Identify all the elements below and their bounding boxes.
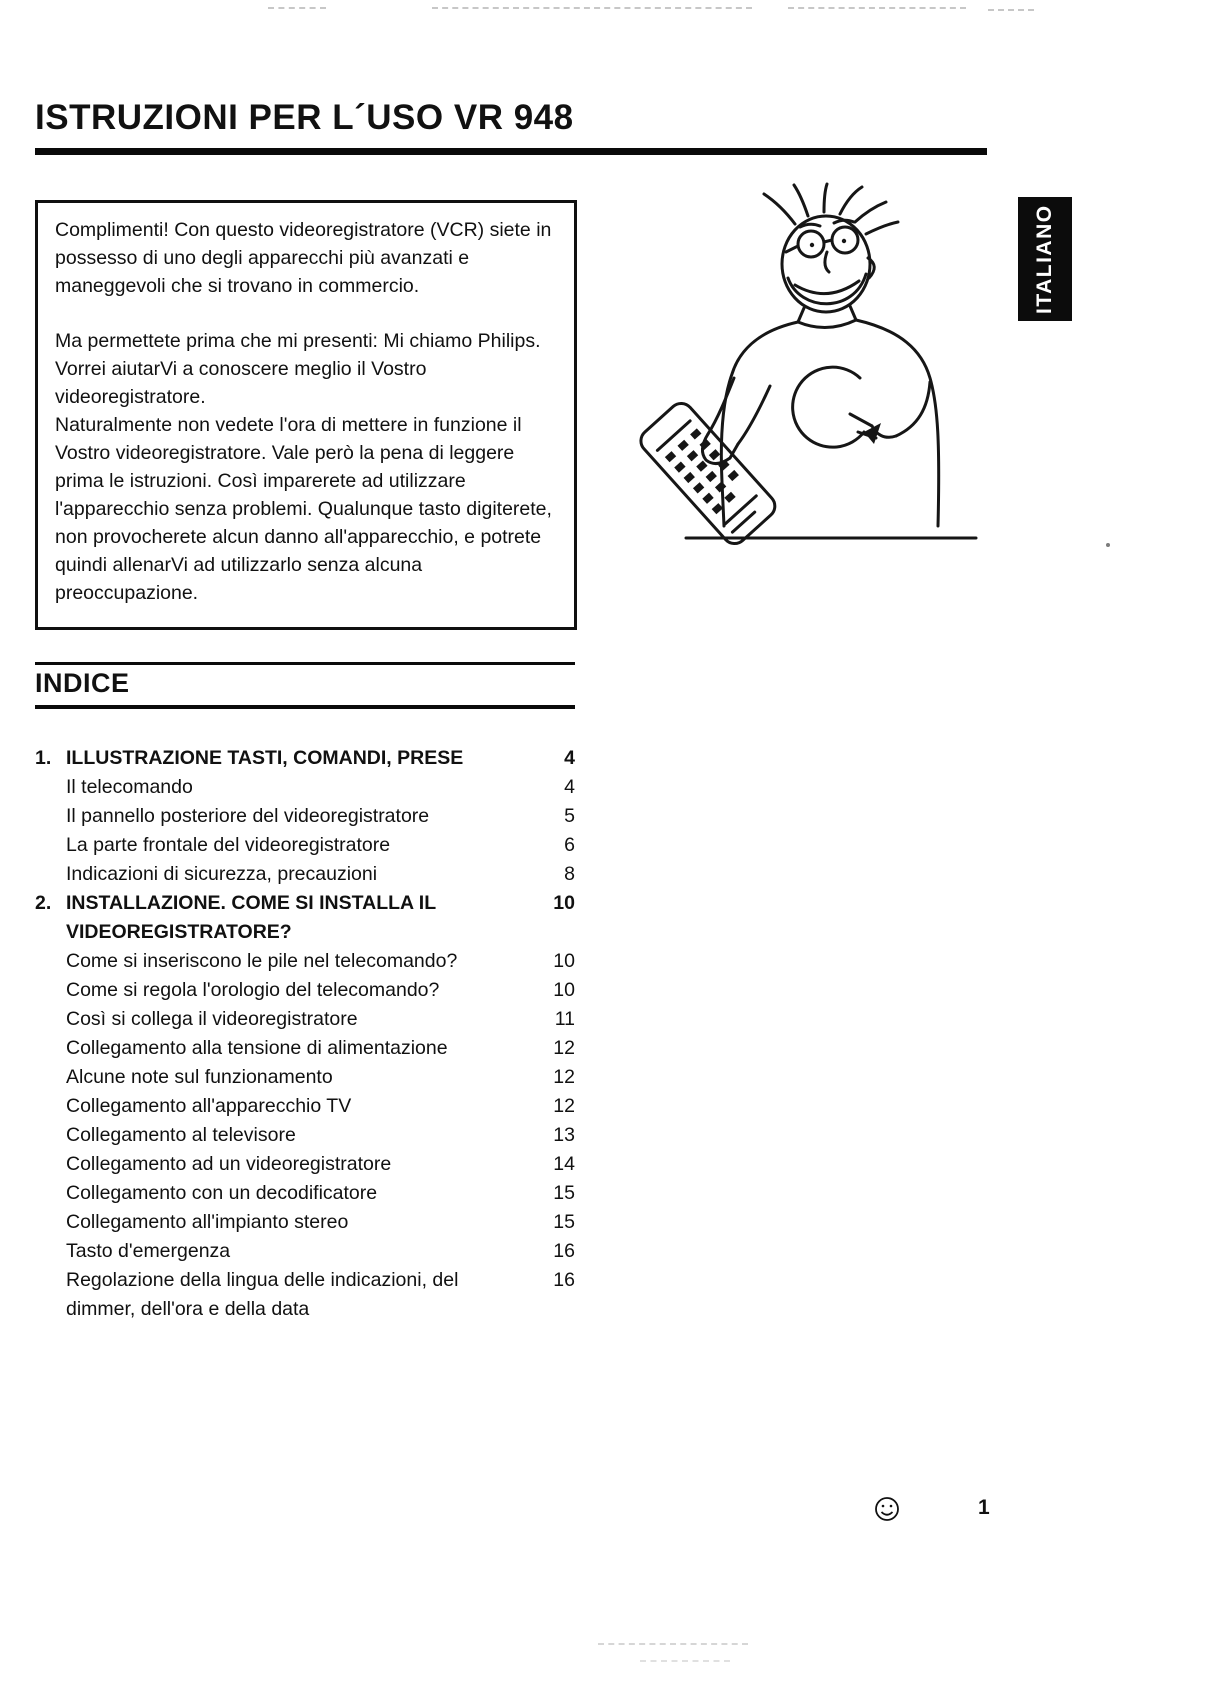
toc-item-page-number: 6 bbox=[564, 834, 575, 856]
toc-item-label: ILLUSTRAZIONE TASTI, COMANDI, PRESE bbox=[66, 747, 464, 769]
page-title: ISTRUZIONI PER L´USO VR 948 bbox=[35, 98, 574, 137]
scan-artifact bbox=[432, 7, 752, 9]
toc-item-page-number: 10 bbox=[553, 892, 575, 914]
toc-item bbox=[35, 1179, 575, 1208]
index-rule-top bbox=[35, 662, 575, 665]
toc-item bbox=[35, 860, 575, 889]
toc-item-page-number: 12 bbox=[553, 1066, 575, 1088]
toc-item bbox=[35, 1005, 575, 1034]
toc-item bbox=[35, 1121, 575, 1150]
scan-artifact bbox=[268, 7, 326, 9]
toc-item-label: La parte frontale del videoregistratore bbox=[66, 834, 391, 856]
toc-item-page-number: 16 bbox=[553, 1240, 575, 1262]
toc-item-page-number: 13 bbox=[553, 1124, 575, 1146]
toc-item-page-number: 14 bbox=[553, 1153, 575, 1175]
toc-item-label: Collegamento al televisore bbox=[66, 1124, 296, 1146]
toc-item-label: Così si collega il videoregistratore bbox=[66, 1008, 358, 1030]
toc-item bbox=[35, 976, 575, 1005]
table-of-contents bbox=[35, 744, 575, 1324]
toc-item-label: Collegamento all'apparecchio TV bbox=[66, 1095, 352, 1117]
toc-item bbox=[35, 1092, 575, 1121]
toc-item bbox=[35, 1150, 575, 1179]
toc-item bbox=[35, 1063, 575, 1092]
toc-item-page-number: 12 bbox=[553, 1095, 575, 1117]
toc-item bbox=[35, 1266, 575, 1324]
title-underline bbox=[35, 148, 987, 155]
toc-item-page-number: 5 bbox=[564, 805, 575, 827]
toc-item bbox=[35, 1237, 575, 1266]
toc-item-number: 1. bbox=[35, 747, 52, 769]
toc-item-page-number: 16 bbox=[553, 1269, 575, 1291]
intro-text-box bbox=[35, 200, 577, 630]
toc-item bbox=[35, 1034, 575, 1063]
language-tab-italiano: ITALIANO bbox=[1018, 197, 1072, 321]
toc-item-label: Tasto d'emergenza bbox=[66, 1240, 231, 1262]
scan-artifact bbox=[598, 1643, 748, 1645]
toc-item-label: Il pannello posteriore del videoregistratore bbox=[66, 805, 430, 827]
intro-paragraph-2: Ma permettete prima che mi presenti: Mi chiamo Philips. Vorrei aiutarVi a conoscere meglio il Vostro videoregistratore. bbox=[55, 330, 541, 408]
index-rule-bottom bbox=[35, 705, 575, 709]
toc-item-page-number: 12 bbox=[553, 1037, 575, 1059]
toc-item-label: Il telecomando bbox=[66, 776, 193, 798]
scan-speck bbox=[1106, 543, 1110, 547]
toc-item-page-number: 4 bbox=[564, 747, 575, 769]
toc-item-number: 2. bbox=[35, 892, 52, 914]
toc-item-label: Come si inseriscono le pile nel telecomando? bbox=[66, 950, 458, 972]
toc-item-page-number: 4 bbox=[564, 776, 575, 798]
scan-artifact bbox=[788, 7, 966, 9]
toc-item-label: Alcune note sul funzionamento bbox=[66, 1066, 333, 1088]
toc-item-label: Collegamento ad un videoregistratore bbox=[66, 1153, 392, 1175]
toc-item bbox=[35, 773, 575, 802]
toc-item-page-number: 11 bbox=[554, 1008, 575, 1030]
page-number: 1 bbox=[978, 1496, 990, 1519]
toc-item-page-number: 15 bbox=[553, 1182, 575, 1204]
toc-item-label-line2: dimmer, dell'ora e della data bbox=[66, 1298, 310, 1320]
toc-item-label: Collegamento alla tensione di alimentazione bbox=[66, 1037, 448, 1059]
intro-paragraph-1: Complimenti! Con questo videoregistratore (VCR) siete in possesso di uno degli apparecchi più avanzati e maneggevoli che si trovano in commercio. bbox=[55, 219, 552, 297]
cartoon-mascot-illustration bbox=[628, 182, 998, 572]
scan-artifact bbox=[988, 9, 1034, 11]
cartoon-man-with-remote-illustration bbox=[628, 182, 998, 567]
toc-item-page-number: 15 bbox=[553, 1211, 575, 1233]
index-heading: INDICE bbox=[35, 668, 130, 698]
toc-item-label: INSTALLAZIONE. COME SI INSTALLA IL bbox=[66, 892, 437, 914]
toc-item-label: Collegamento con un decodificatore bbox=[66, 1182, 378, 1204]
toc-item bbox=[35, 947, 575, 976]
toc-item bbox=[35, 802, 575, 831]
toc-item bbox=[35, 889, 575, 947]
toc-item bbox=[35, 744, 575, 773]
toc-item-label-line2: VIDEOREGISTRATORE? bbox=[66, 921, 292, 943]
toc-item bbox=[35, 831, 575, 860]
remote-control bbox=[636, 399, 780, 549]
toc-item-label: Regolazione della lingua delle indicazioni, del bbox=[66, 1269, 459, 1291]
toc-item-label: Collegamento all'impianto stereo bbox=[66, 1211, 349, 1233]
toc-item bbox=[35, 1208, 575, 1237]
intro-paragraph-3: Naturalmente non vedete l'ora di mettere in funzione il Vostro videoregistratore. Vale però la pena di leggere prima le istruzioni. Così imparerete ad utilizzare l'apparecchio senza problemi. Qualunque tasto digiterete, non provocherete alcun danno all'apparecchio, e potrete quindi allenarVi ad utilizzarlo senza alcuna preoccupazione. bbox=[55, 414, 552, 604]
toc-item-page-number: 10 bbox=[553, 979, 575, 1001]
smiley-icon bbox=[872, 1494, 902, 1524]
toc-item-page-number: 8 bbox=[564, 863, 575, 885]
scan-artifact bbox=[640, 1660, 730, 1662]
toc-item-label: Come si regola l'orologio del telecomando? bbox=[66, 979, 440, 1001]
toc-item-label: Indicazioni di sicurezza, precauzioni bbox=[66, 863, 378, 885]
toc-item-page-number: 10 bbox=[553, 950, 575, 972]
